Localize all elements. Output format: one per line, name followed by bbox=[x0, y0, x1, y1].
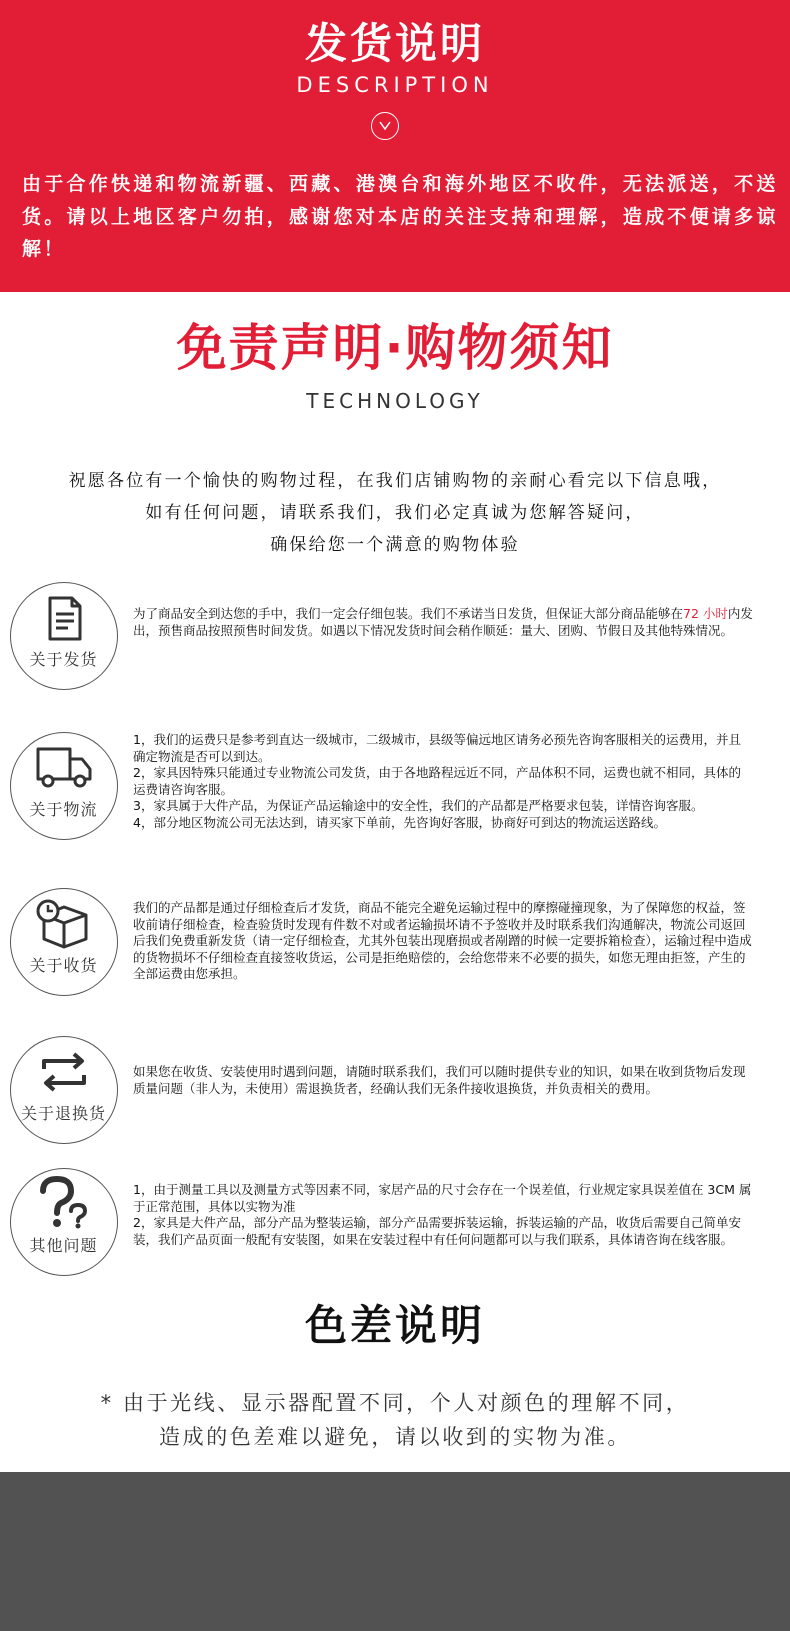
section-text: 如果您在收货、安装使用时遇到问题，请随时联系我们，我们可以随时提供专业的知识，如果在收到货物后发现质量问题（非人为，未使用）需退换货者，经确认我们无条件接收退换货，并负责相关的费用。 bbox=[133, 1064, 746, 1096]
section-text: 我们的产品都是通过仔细检查后才发货，商品不能完全避免运输过程中的摩擦碰撞现象，为了保障您的权益，签收前请仔细检查，检查验货时发现有件数不对或者运输损坏请不予签收并及时联系我们沟通解决，物流公司返回后我们免费重新发货（请一定仔细检查，尤其外包装出现磨损或者剐蹭的时候一定要拆箱检查），运输过程中造成的货物损坏不仔细检查直接签收货运，公司是拒绝赔偿的，会给您带来不必要的损失，如您无理由拒签，产生的全部运费由您承担。 bbox=[133, 900, 752, 981]
intro-line: 确保给您一个满意的购物体验 bbox=[270, 535, 520, 555]
color-note-line: 造成的色差难以避免，请以收到的实物为准。 bbox=[159, 1425, 631, 1449]
list-item: 3，家具属于大件产品，为保证产品运输途中的安全性，我们的产品都是严格要求包装，详情咨询客服。 bbox=[133, 798, 704, 813]
document-icon bbox=[40, 595, 88, 643]
section-text-part: 内发出，预售商品按照预售时间发货。如遇以下情况发货时间会稍作顺延：量大、团购、节假日及其他特殊情况。 bbox=[133, 606, 753, 638]
intro-line: 祝愿各位有一个愉快的购物过程，在我们店铺购物的亲耐心看完以下信息哦， bbox=[68, 471, 722, 491]
section-label: 关于收货 bbox=[29, 956, 98, 975]
disclaimer-title: 免责声明·购物须知 bbox=[176, 319, 614, 377]
color-note bbox=[0, 1386, 790, 1454]
section-badge bbox=[10, 582, 118, 690]
list-item: 2，家具因特殊只能通过专业物流公司发货，由于各地路程远近不同，产品体积不同，运费也就不相同，具体的运费请咨询客服。 bbox=[133, 765, 741, 797]
shipping-banner bbox=[0, 0, 790, 292]
section-text bbox=[133, 606, 753, 639]
section-badge bbox=[10, 1036, 118, 1144]
intro-text bbox=[0, 465, 790, 561]
shipping-notice: 由于合作快递和物流新疆、西藏、港澳台和海外地区不收件，无法派送，不送货。请以上地区客户勿拍，感谢您对本店的关注支持和理解，造成不便请多谅解！ bbox=[22, 173, 778, 260]
list-item: 4，部分地区物流公司无法达到，请买家下单前，先咨询好客服，协商好可到达的物流运送路线。 bbox=[133, 814, 666, 830]
section-label: 其他问题 bbox=[29, 1236, 98, 1255]
disclaimer-subtitle: TECHNOLOGY bbox=[306, 389, 484, 413]
exchange-arrows-icon bbox=[38, 1051, 90, 1095]
intro-line: 如有任何问题，请联系我们，我们必定真诚为您解答疑问， bbox=[145, 503, 645, 523]
section-text bbox=[133, 1182, 753, 1248]
box-clock-icon bbox=[36, 899, 92, 949]
section-label: 关于发货 bbox=[29, 650, 98, 669]
section-badge bbox=[10, 888, 118, 996]
question-icon bbox=[37, 1175, 91, 1229]
section-text-part: 为了商品安全到达您的手中，我们一定会仔细包装。我们不承诺当日发货，但保证大部分商品能够在 bbox=[133, 606, 684, 621]
list-item: 1，我们的运费只是参考到直达一级城市，二级城市，县级等偏远地区请务必预先咨询客服相关的运费用，并且确定物流是否可以到达。 bbox=[133, 732, 741, 764]
section-label: 关于物流 bbox=[29, 800, 98, 819]
color-title: 色差说明 bbox=[304, 1301, 485, 1350]
truck-icon bbox=[34, 743, 94, 793]
shipping-title: 发货说明 bbox=[304, 19, 485, 68]
footer-block bbox=[0, 1472, 790, 1631]
color-note-line: * 由于光线、显示器配置不同，个人对颜色的理解不同， bbox=[100, 1391, 690, 1415]
list-item: 2，家具是大件产品，部分产品为整装运输，部分产品需要拆装运输，拆装运输的产品，收货后需要自己简单安装，我们产品页面一般配有安装图，如果在安装过程中有任何问题都可以与我们联系，具体请咨询在线客服。 bbox=[133, 1215, 741, 1247]
section-badge bbox=[10, 1168, 118, 1276]
shipping-subtitle: DESCRIPTION bbox=[296, 73, 494, 97]
chevron-down-icon bbox=[371, 112, 399, 140]
section-label: 关于退换货 bbox=[20, 1104, 106, 1123]
section-badge bbox=[10, 732, 118, 840]
list-item: 1，由于测量工具以及测量方式等因素不同，家居产品的尺寸会存在一个误差值，行业规定家具误差值在 3CM 属于正常范围，具体以实物为准 bbox=[133, 1182, 752, 1214]
section-text bbox=[133, 732, 753, 831]
highlight-text: 72 小时 bbox=[683, 606, 728, 621]
